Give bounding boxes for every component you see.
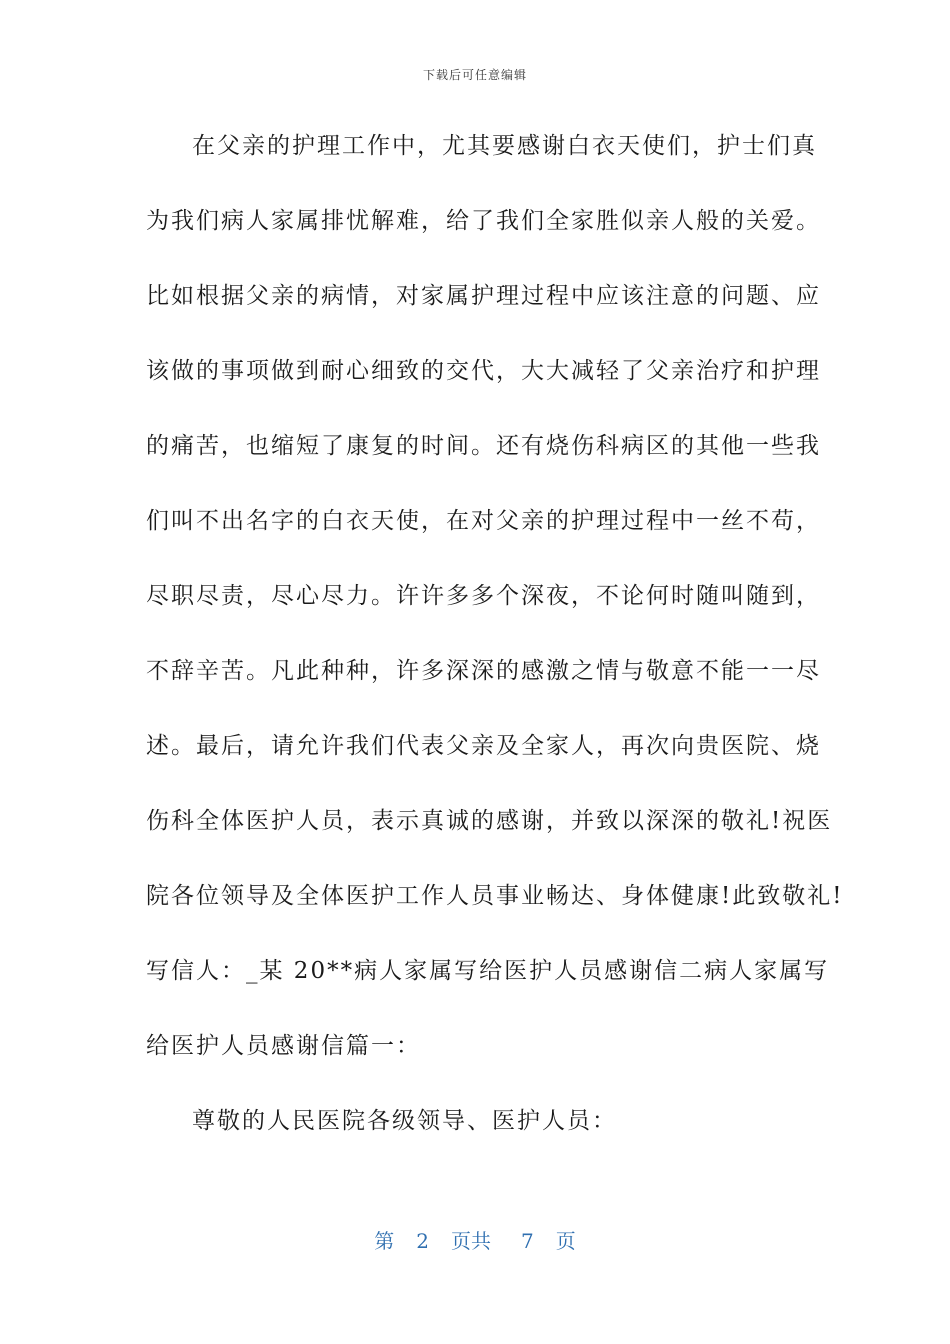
text-line: 伤科全体医护人员，表示真诚的感谢，并致以深深的敬礼!祝医 (146, 808, 833, 834)
footer-total-pages: 7 (521, 1229, 534, 1253)
text-line: 写信人：_某 20**病人家属写给医护人员感谢信二病人家属写 (146, 958, 830, 984)
text-line: 院各位领导及全体医护工作人员事业畅达、身体健康!此致敬礼! (146, 883, 844, 909)
text-line: 述。最后，请允许我们代表父亲及全家人，再次向贵医院、烧 (146, 733, 821, 759)
text-line: 的痛苦，也缩短了康复的时间。还有烧伤科病区的其他一些我 (146, 433, 821, 459)
document-body (146, 126, 844, 1176)
text-line: 比如根据父亲的病情，对家属护理过程中应该注意的问题、应 (146, 283, 821, 309)
text-line: 尽职尽责，尽心尽力。许许多多个深夜，不论何时随叫随到， (146, 583, 821, 609)
text-line: 该做的事项做到耐心细致的交代，大大减轻了父亲治疗和护理 (146, 358, 821, 384)
footer-word-end: 页 (555, 1229, 576, 1253)
page-footer (0, 1225, 950, 1254)
text-line: 们叫不出名字的白衣天使，在对父亲的护理过程中一丝不苟， (146, 508, 821, 534)
page-header: 下载后可任意编辑 (422, 68, 527, 82)
text-line: 给医护人员感谢信篇一： (146, 1033, 421, 1059)
salutation-line: 尊敬的人民医院各级领导、医护人员： (192, 1108, 617, 1134)
text-line: 为我们病人家属排忧解难，给了我们全家胜似亲人般的关爱。 (146, 208, 821, 234)
footer-word-page: 第 (374, 1229, 395, 1253)
footer-current-page: 2 (416, 1229, 429, 1253)
footer-word-total: 页共 (451, 1229, 491, 1253)
text-line: 在父亲的护理工作中，尤其要感谢白衣天使们，护士们真 (192, 133, 817, 159)
text-line: 不辞辛苦。凡此种种，许多深深的感激之情与敬意不能一一尽 (146, 658, 821, 684)
